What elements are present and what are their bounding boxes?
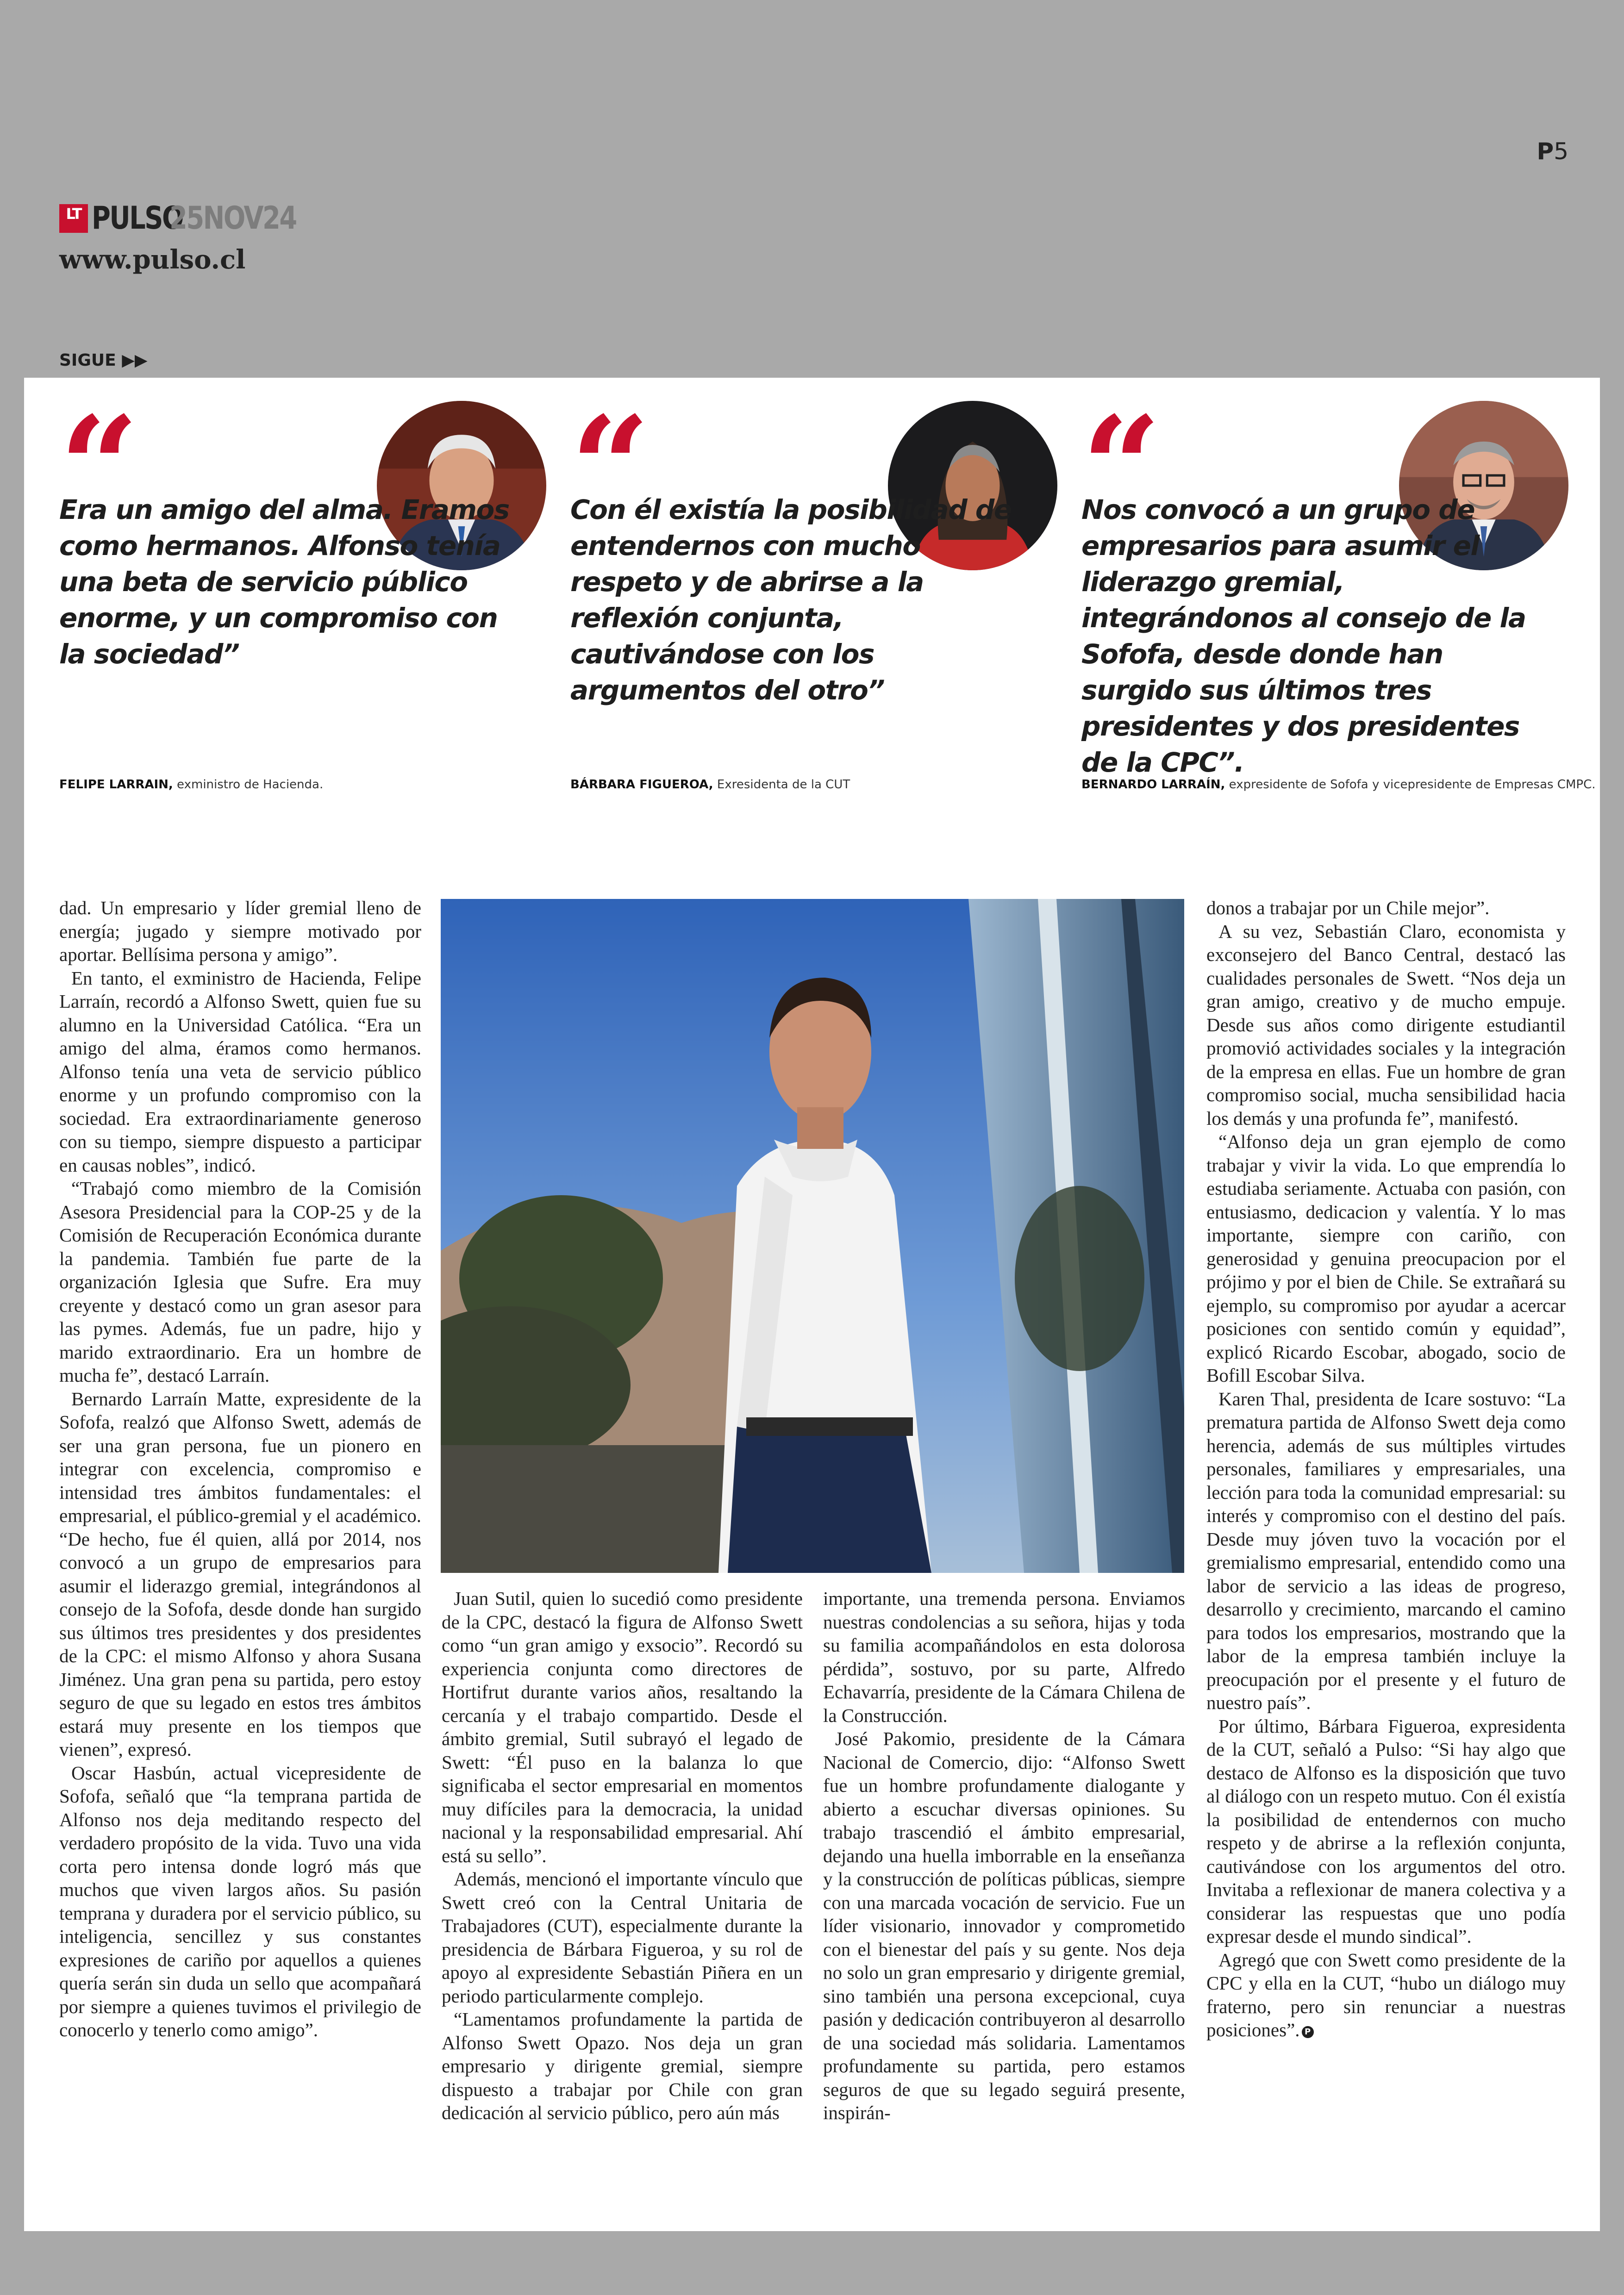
article-paragraph: “Alfonso deja un gran ejemplo de como trabajar y vivir la vida. Lo que emprendía lo estudiaba seriamente. Actuaba con pasión, con entusiasmo, dedicacion y valentía. Y lo mas importante, siempre con cariño, con generosidad y genuina preocupacion por el prójimo y por el bien de Chile. Se extrañará su ejemplo, su compromiso por ayudar a acercar posiciones con sentido común y equidad”, explicó Ricardo Escobar, abogado, socio de Bofill Escobar Silva. <box>1206 1131 1566 1386</box>
page-number-prefix: P <box>1537 138 1554 165</box>
quote-text: Con él existía la posibilidad de entendernos con mucho respeto y de abrirse a la reflexión conjunta, cautivándose con los argumentos del otro” <box>570 494 1012 706</box>
quote-speaker-name: FELIPE LARRAIN, <box>59 778 173 792</box>
article-paragraph: Bernardo Larraín Matte, expresidente de la Sofofa, realzó que Alfonso Swett, además de ser una gran persona, fue un pionero en integrar con excelencia, compromiso e intensidad tres ámbitos fundamentales: el empresarial, el público-gremial y el académico. “De hecho, fue él quien, allá por 2014, nos convocó a un grupo de empresarios para asumir el liderazgo gremial, integrándonos al consejo de la Sofofa, desde donde han surgido sus últimos tres presidentes y dos presidentes de la CPC: el mismo Alfonso y ahora Susana Jiménez. Una gran pena su partida, pero estoy seguro de que su legado en estos tres ámbitos estará muy presente en los tiempos que vienen”, expresó. <box>59 1388 421 1760</box>
quote-mark-icon: “ <box>1081 386 1162 549</box>
edition-date: 25NOV24 <box>169 200 296 237</box>
quote-block-3 <box>1046 386 1596 792</box>
article-column-3 <box>823 1587 1185 2125</box>
masthead <box>59 200 324 237</box>
article-paragraph: “Lamentamos profundamente la partida de Alfonso Swett Opazo. Nos deja un gran empresario y dirigente gremial, siempre dispuesto a trabajar por Chile con gran dedicación al servicio público, pero aún más <box>442 2008 803 2123</box>
page-number-value: 5 <box>1554 138 1568 165</box>
quote-mark-icon: “ <box>570 386 650 549</box>
quote-block-2 <box>535 386 1026 792</box>
article-paragraph: Además, mencionó el importante vínculo que Swett creó con la Central Unitaria de Trabajadores (CUT), especialmente durante la presidencia de Bárbara Figueroa, y su rol de apoyo al expresidente Sebastián Piñera en un periodo particularmente complejo. <box>442 1868 803 2007</box>
end-of-article-icon: P <box>1302 2026 1314 2038</box>
article-paragraph: En tanto, el exministro de Hacienda, Felipe Larraín, recordó a Alfonso Swett, quien fue su alumno en la Universidad Católica. “Era un amigo del alma, éramos como hermanos. Alfonso tenía una veta de servicio público enorme y un profundo compromiso con la sociedad. Era extraordinariamente generoso con su tiempo, siempre dispuesto a participar en causas nobles”, indicó. <box>59 967 421 1176</box>
article-column-1 <box>59 896 421 2042</box>
article-paragraph: Karen Thal, presidenta de Icare sostuvo: “La prematura partida de Alfonso Swett deja como herencia, además de sus múltiples virtudes personales, familiares y empresariales, una lección para toda la comunidad empresarial: su interés y compromiso con el destino del país. Desde muy jóven tuvo la vocación por el gremialismo empresarial, entendido como una labor de servicio a las ideas de progreso, desarrollo y crecimiento, marcando el camino para todos los empresarios, mostrando que la labor de la empresa también incluye la preocupación por el presente y el futuro de nuestro país”. <box>1206 1388 1566 1713</box>
quote-speaker-role: exministro de Hacienda. <box>173 778 324 792</box>
article-paragraph: Por último, Bárbara Figueroa, expresidenta de la CUT, señaló a Pulso: “Si hay algo que destaco de Alfonso es la disposición que tuvo al diálogo con un respeto mutuo. Con él existía la posibilidad de entendernos con mucho respeto y de abrirse a la reflexión conjunta, cautivándose con los argumentos del otro. Invitaba a reflexionar de manera colectiva y a considerar las respuestas que uno podía expresar desde el mundo sindical”. <box>1206 1715 1566 1947</box>
quote-attribution <box>570 778 1080 792</box>
article-paragraph: Agregó que con Swett como presidente de la CPC y ella en la CUT, “hubo un diálogo muy fraterno, pero sin renunciar a nuestras posiciones”. <box>1206 1949 1566 2040</box>
site-url[interactable]: www.pulso.cl <box>59 244 246 275</box>
quote-text: Nos convocó a un grupo de empresarios para asumir el liderazgo gremial, integrándonos al consejo de la Sofofa, desde donde han surgido sus últimos tres presidentes y dos presidentes de la CPC”. <box>1081 494 1526 778</box>
quote-block-1 <box>24 386 515 792</box>
article-paragraph: A su vez, Sebastián Claro, economista y exconsejero del Banco Central, destacó las cualidades personales de Swett. “Nos deja un gran amigo, creativo y de mucho empuje. Desde sus años como dirigente estudiantil promovió actividades sociales y la integración de la empresa en ellas. Fue un hombre de gran compromiso social, mucha sensibilidad hacia los demás y una profunda fe”, manifestó. <box>1206 920 1566 1129</box>
article-paragraph: Juan Sutil, quien lo sucedió como presidente de la CPC, destacó la figura de Alfonso Swett como “un gran amigo y exsocio”. Recordó su experiencia conjunta como directores de Hortifrut durante varios años, resaltando la cercanía y el trabajo compartido. Desde el ámbito gremial, Sutil subrayó el legado de Swett: “Él puso en la balanza lo que significaba el sector empresarial en momentos muy difíciles para la democracia, la unidad nacional y la responsabilidad empresarial. Ahí está su sello”. <box>442 1588 803 1866</box>
quote-text: Era un amigo del alma. Eramos como hermanos. Alfonso tenía una beta de servicio público enorme, y un compromiso con la sociedad” <box>59 494 509 670</box>
article-sheet <box>24 378 1600 2231</box>
lt-logo: LT <box>59 204 88 233</box>
quote-mark-icon: “ <box>59 386 139 549</box>
article-paragraph: Oscar Hasbún, actual vicepresidente de Sofofa, señaló que “la temprana partida de Alfonso nos deja meditando respecto del verdadero propósito de la vida. Tuvo una vida corta pero intensa donde logró más que muchos que viven largos años. Su pasión temprana y duradera por el servicio público, su inteligencia, sencillez y sus constantes expresiones de cariño por aquellos a quienes quería serán sin duda un sello que acompañará por siempre a quienes tuvimos el privilegio de conocerlo y tenerlo como amigo”. <box>59 1762 421 2040</box>
article-paragraph: importante, una tremenda persona. Enviamos nuestras condolencias a su señora, hijas y toda su familia acompañándolos en esta dolorosa pérdida”, sostuvo, por su parte, Alfredo Echavarría, presidente de la Cámara Chilena de la Construcción. <box>823 1588 1185 1726</box>
article-paragraph: José Pakomio, presidente de la Cámara Nacional de Comercio, dijo: “Alfonso Swett fue un hombre profundamente dialogante y abierto a escuchar diversas opiniones. Su trabajo trascendió el ámbito empresarial, dejando una huella imborrable en la enseñanza y la construcción de políticas públicas, siempre con una marcada vocación de servicio. Fue un líder visionario, innovador y comprometido con el bienestar del país y su gente. Nos deja no solo un gran empresario y dirigente gremial, sino también una persona excepcional, cuya pasión y dedicación contribuyeron al desarrollo de una sociedad más solidaria. Lamentamos profundamente su partida, pero estamos seguros de que su legado seguirá presente, inspirán- <box>823 1728 1185 2123</box>
article-photo <box>441 899 1184 1573</box>
quote-attribution <box>1081 778 1596 792</box>
quote-speaker-role: Exresidenta de la CUT <box>713 778 850 792</box>
article-paragraph: donos a trabajar por un Chile mejor”. <box>1206 897 1490 918</box>
quote-speaker-role: expresidente de Sofofa y vicepresidente de Empresas CMPC. <box>1225 778 1596 792</box>
article-column-2 <box>442 1587 803 2125</box>
quote-speaker-name: BERNARDO LARRAÍN, <box>1081 778 1225 792</box>
article-paragraph: dad. Un empresario y líder gremial lleno de energía; jugado y siempre motivado por aportar. Bellísima persona y amigo”. <box>59 897 421 965</box>
quote-speaker-name: BÁRBARA FIGUEROA, <box>570 778 713 792</box>
page-number <box>1537 138 1568 165</box>
continuation-label: SIGUE ▶▶ <box>59 351 148 370</box>
article-column-4 <box>1206 896 1566 2042</box>
quote-attribution <box>59 778 568 792</box>
section-name: PULSO <box>92 200 183 237</box>
article-paragraph: “Trabajó como miembro de la Comisión Asesora Presidencial para la COP-25 y de la Comisión de Recuperación Económica durante la pandemia. También fue parte de la organización Iglesia que Sufre. Era muy creyente y destacó como un gran asesor para las pymes. Además, fue un padre, hijo y marido extraordinario. Era un hombre de mucha fe”, destacó Larraín. <box>59 1178 421 1386</box>
article-last-paragraph <box>1206 1948 1566 2042</box>
